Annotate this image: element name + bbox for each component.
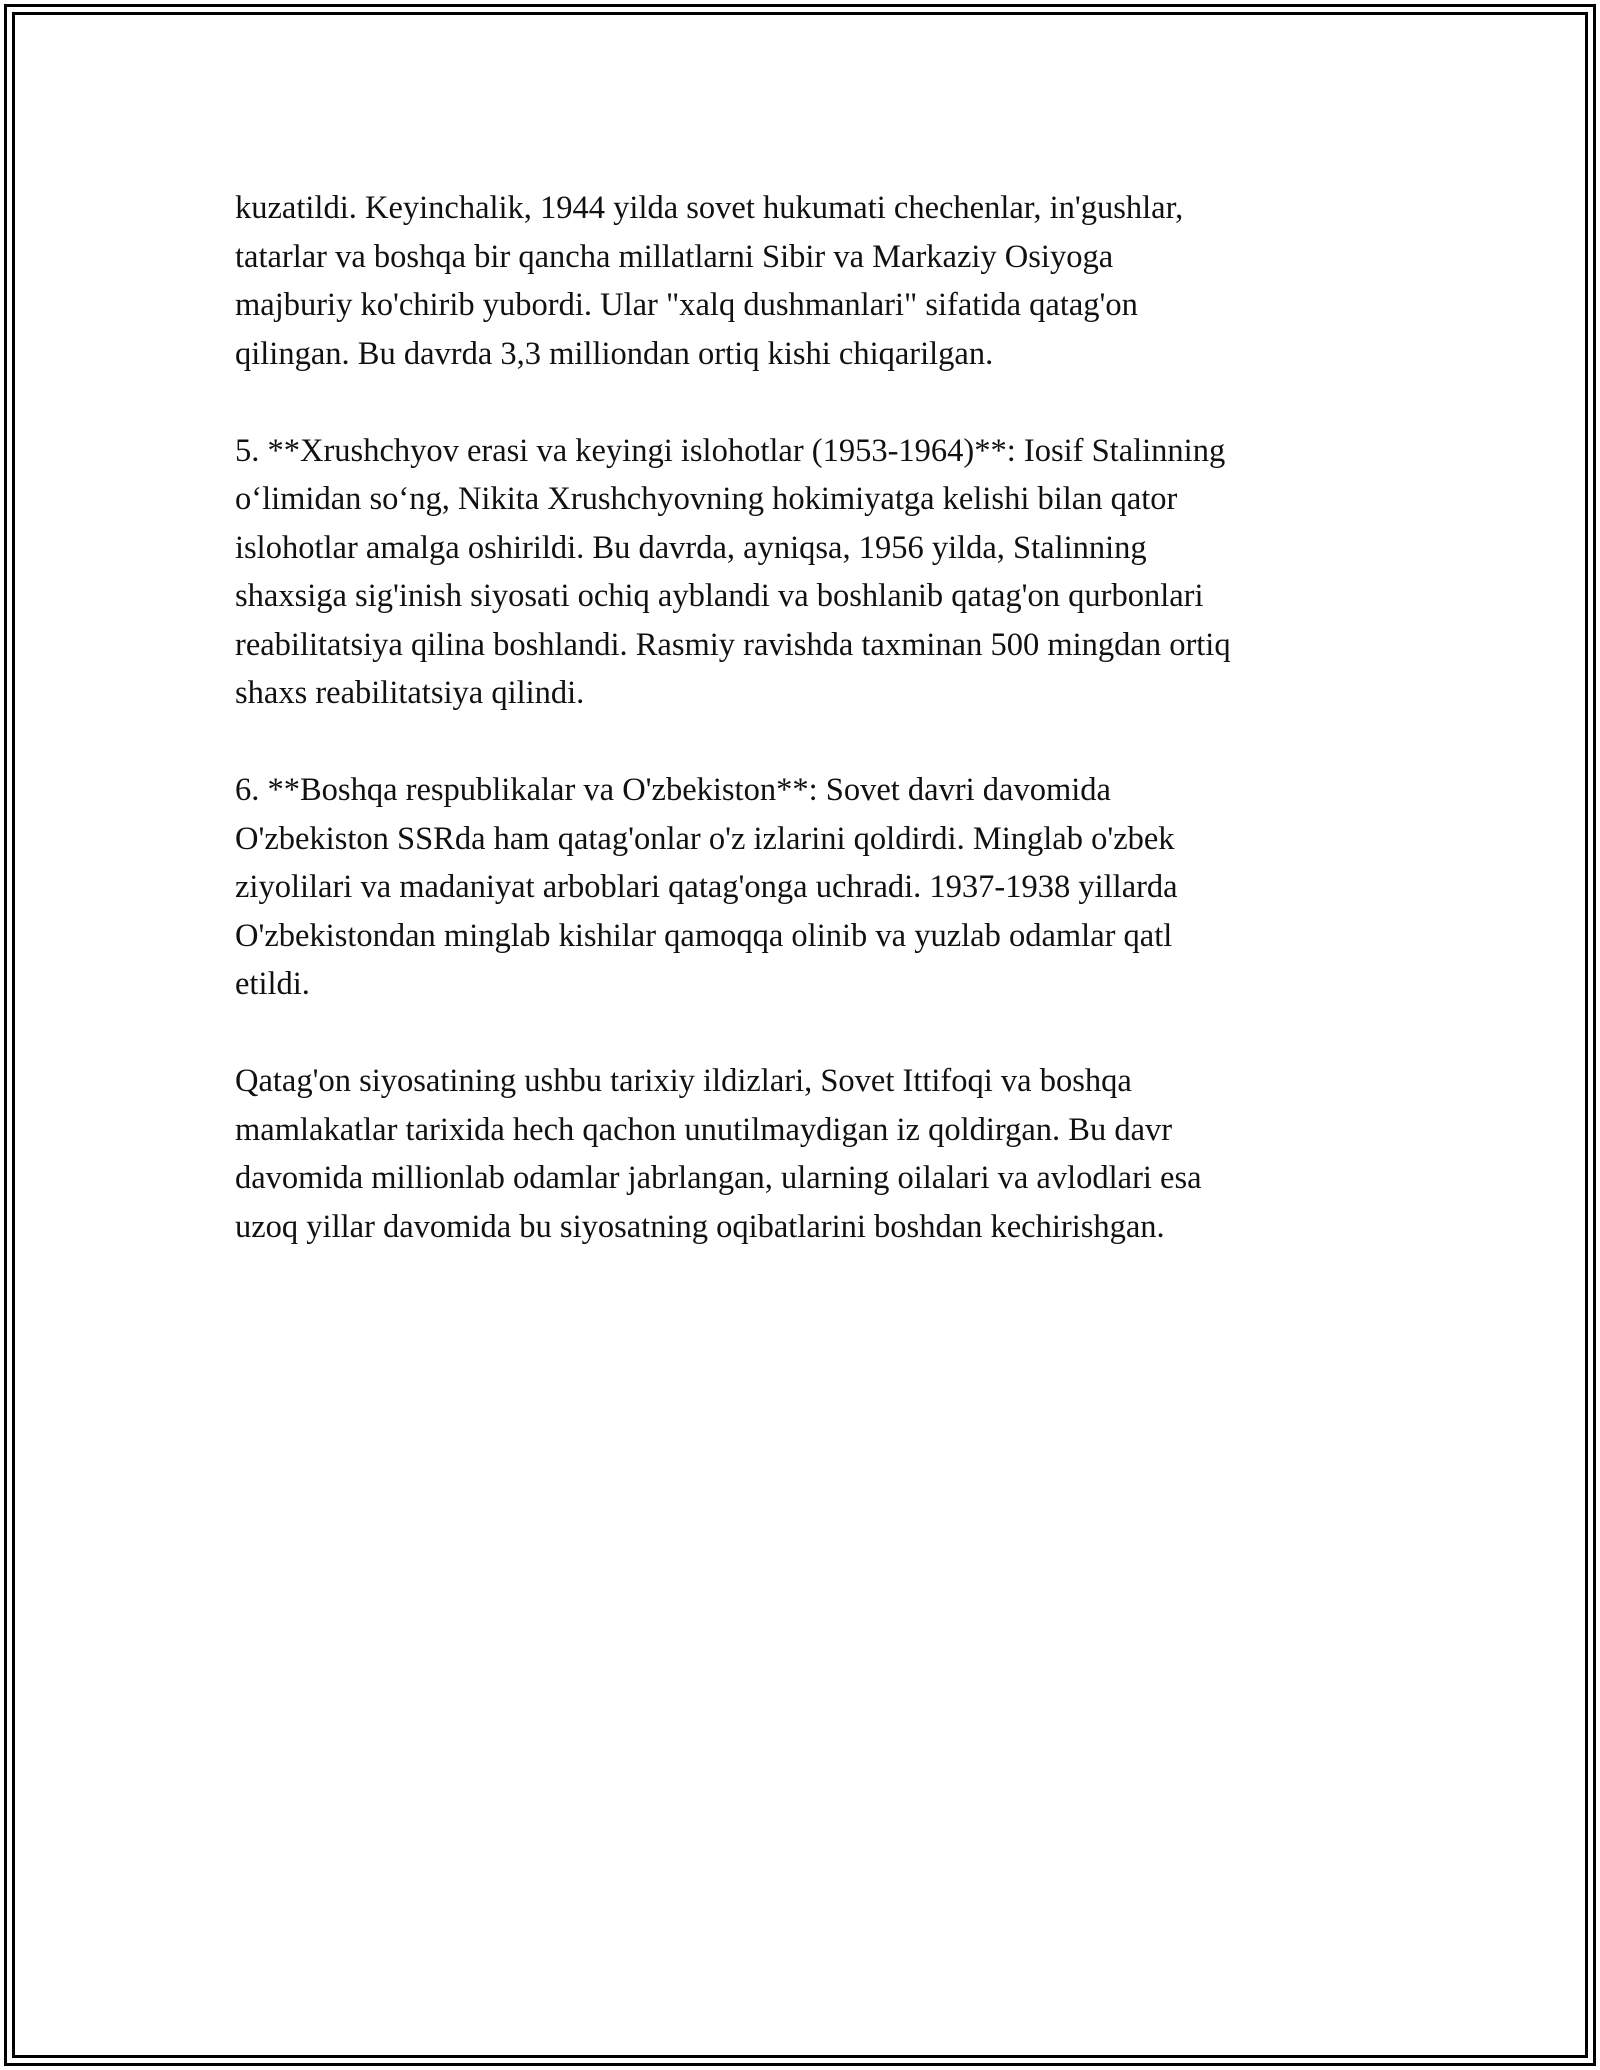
paragraph-deportations: kuzatildi. Keyinchalik, 1944 yilda sovet hukumati chechenlar, in'gushlar, tatarlar va boshqa bir qancha millatlarni Sibir va Markaziy Osiyoga majburiy ko'chirib yubordi. Ular "xalq dushmanlari" sifatida qatag'on qilingan. Bu davrda 3,3 milliondan ortiq kishi chiqarilgan. — [235, 190, 1184, 372]
paragraph-khrushchev-era: 5. **Xrushchyov erasi va keyingi islohotlar (1953-1964)**: Iosif Stalinning o‘limidan so‘ng, Nikita Xrushchyovning hokimiyatga kelishi bilan qator islohotlar amalga oshirildi. Bu davrda, ayniqsa, 1956 yilda, Stalinning shaxsiga sig'inish siyosati ochiq ayblandi va boshlanib qatag'on qurbonlari reabilitatsiya qilina boshlandi. Rasmiy ravishda taxminan 500 mingdan ortiq shaxs reabilitatsiya qilindi. — [235, 432, 1231, 711]
paragraph-conclusion: Qatag'on siyosatining ushbu tarixiy ildizlari, Sovet Ittifoqi va boshqa mamlakatlar tarixida hech qachon unutilmaydigan iz qoldirgan. Bu davr davomida millionlab odamlar jabrlangan, ularning oilalari va avlodlari esa uzoq yillar davomida bu siyosatning oqibatlarini boshdan kechirishgan. — [235, 1063, 1202, 1245]
document-body — [235, 184, 1385, 1300]
paragraph-uzbekistan: 6. **Boshqa respublikalar va O'zbekiston**: Sovet davri davomida O'zbekiston SSRda ham qatag'onlar o'z izlarini qoldirdi. Minglab o'zbek ziyolilari va madaniyat arboblari qatag'onga uchradi. 1937-1938 yillarda O'zbekistondan minglab kishilar qamoqqa olinib va yuzlab odamlar qatl etildi. — [235, 772, 1178, 1002]
